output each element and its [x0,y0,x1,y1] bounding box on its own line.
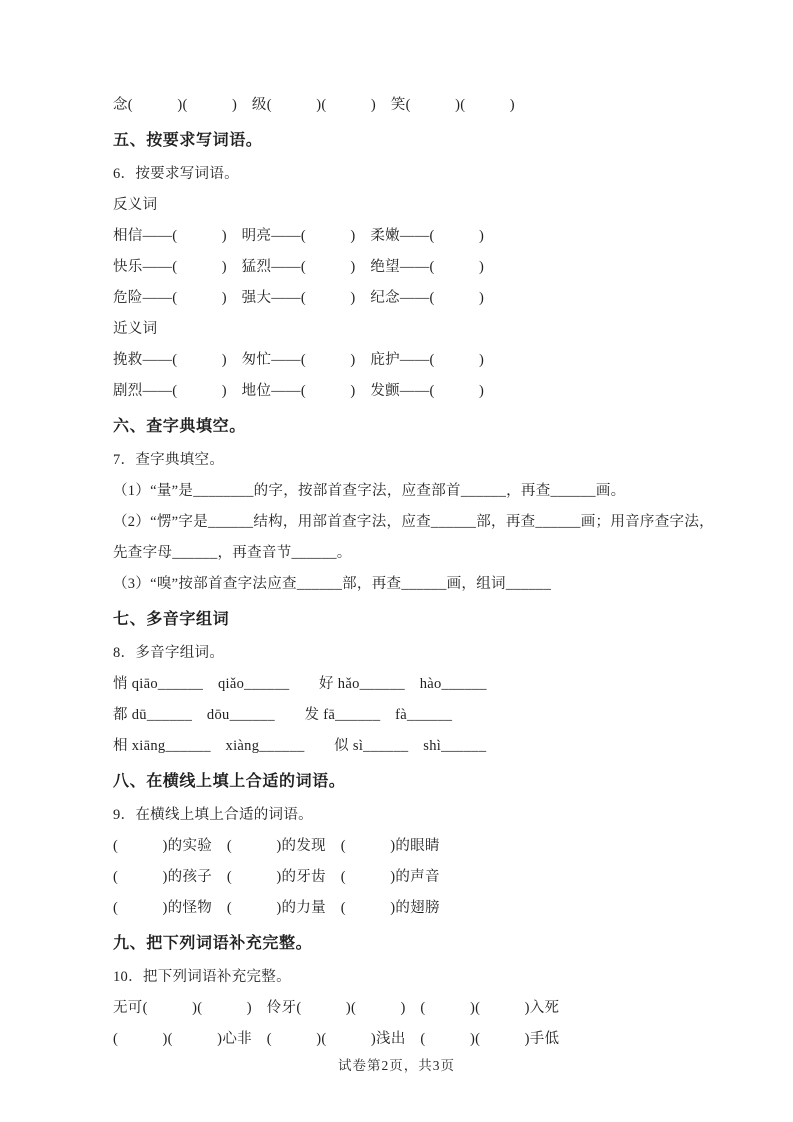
section-8-heading: 八、在横线上填上合适的词语。 [113,772,346,790]
dictionary-item-2: （2）“愣”字是______结构，用部首查字法，应查______部，再查______画；用音序查字法， [113,514,714,530]
section-9-heading: 九、把下列词语补充完整。 [113,934,313,952]
antonym-row-1: 相信——( ) 明亮——( ) 柔嫩——( ) [113,228,485,244]
question-8-label: 8．多音字组词。 [113,645,225,661]
idiom-row-2: ( )( )心非 ( )( )浅出 ( )( )手低 [113,1031,560,1047]
page-footer: 试卷第2页，共3页 [338,1058,455,1073]
antonyms-label: 反义词 [113,197,158,213]
idiom-row-1: 无可( )( ) 伶牙( )( ) ( )( )入死 [113,1000,560,1016]
section-5-heading: 五、按要求写词语。 [113,131,263,149]
polyphone-row-1: 悄 qiāo______ qiǎo______ 好 hǎo______ hào______ [113,676,487,692]
antonym-row-3: 危险——( ) 强大——( ) 纪念——( ) [113,290,485,306]
question-6-label: 6．按要求写词语。 [113,166,239,182]
antonym-row-2: 快乐——( ) 猛烈——( ) 绝望——( ) [113,259,485,275]
phrase-row-2: ( )的孩子 ( )的牙齿 ( )的声音 [113,869,440,885]
synonym-row-2: 剧烈——( ) 地位——( ) 发颤——( ) [113,383,485,399]
question-9-label: 9．在横线上填上合适的词语。 [113,807,313,823]
fill-in-word-row: 念( )( ) 级( )( ) 笑( )( ) [113,97,515,113]
dictionary-item-1: （1）“量”是________的字，按部首查字法，应查部首______，再查______画。 [113,483,626,499]
polyphone-row-2: 都 dū______ dōu______ 发 fā______ fà______ [113,707,453,723]
question-10-label: 10．把下列词语补充完整。 [113,969,291,985]
synonym-row-1: 挽救——( ) 匆忙——( ) 庇护——( ) [113,352,485,368]
exam-content [113,88,714,1053]
section-7-heading: 七、多音字组词 [113,610,230,628]
section-6-heading: 六、查字典填空。 [113,417,246,435]
question-7-label: 7．查字典填空。 [113,452,225,468]
phrase-row-3: ( )的怪物 ( )的力量 ( )的翅膀 [113,900,440,916]
phrase-row-1: ( )的实验 ( )的发现 ( )的眼睛 [113,838,440,854]
polyphone-row-3: 相 xiāng______ xiàng______ 似 sì______ shì______ [113,738,487,754]
dictionary-item-2-continued: 先查字母______，再查音节______。 [113,545,352,561]
dictionary-item-3: （3）“嗅”按部首查字法应查______部，再查______画，组词______ [113,576,552,592]
synonyms-label: 近义词 [113,321,158,337]
